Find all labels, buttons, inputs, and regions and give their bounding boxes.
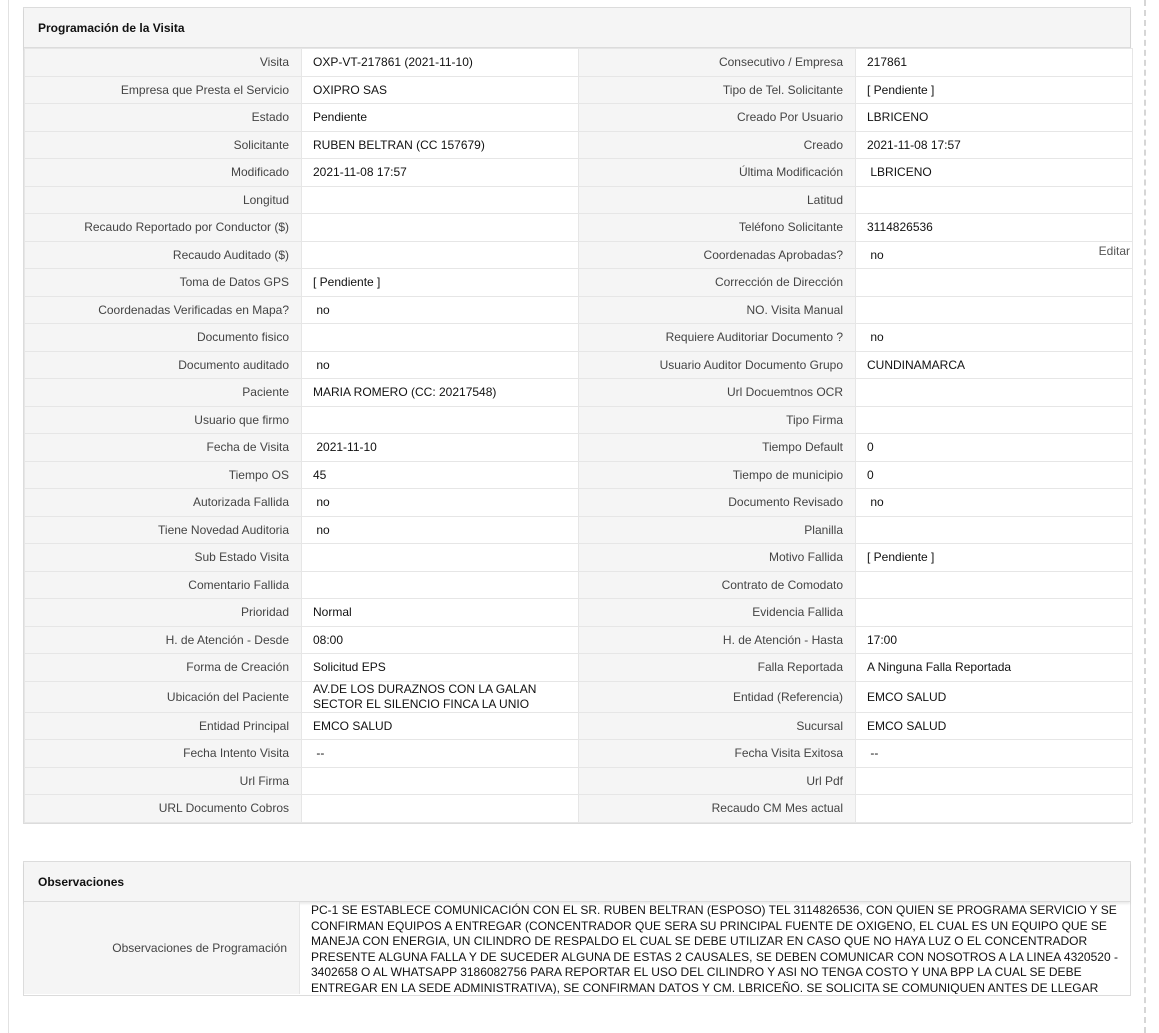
field-value-text: no	[313, 495, 330, 510]
field-label-text: H. de Atención - Hasta	[722, 632, 843, 647]
field-value	[302, 461, 579, 489]
field-label-text: Tiempo Default	[762, 440, 843, 455]
field-value-text: LBRICENO	[867, 165, 932, 180]
field-label-text: Recaudo CM Mes actual	[711, 801, 843, 816]
field-value	[302, 269, 579, 297]
field-label-text: Fecha Intento Visita	[183, 746, 289, 761]
field-value	[302, 434, 579, 462]
field-value-text: CUNDINAMARCA	[867, 357, 966, 372]
field-value	[856, 461, 1133, 489]
field-label	[25, 324, 302, 352]
field-value-text: 0	[867, 440, 874, 455]
field-value-text: [ Pendiente ]	[867, 550, 935, 565]
observaciones-row	[24, 902, 1130, 994]
field-value	[856, 434, 1133, 462]
field-label-text: Paciente	[242, 385, 289, 400]
field-label	[579, 516, 856, 544]
field-label-text: Fecha de Visita	[206, 440, 289, 455]
editar-link[interactable]: Editar	[1098, 244, 1130, 258]
field-value	[302, 351, 579, 379]
table-row	[25, 269, 1133, 297]
page-right-dashed-border	[1144, 0, 1146, 1033]
field-label-text: Coordenadas Aprobadas?	[703, 247, 843, 262]
field-value-text: [ Pendiente ]	[313, 275, 381, 290]
table-row	[25, 186, 1133, 214]
field-label	[579, 104, 856, 132]
field-label	[25, 186, 302, 214]
field-label-text: Motivo Fallida	[768, 550, 843, 565]
field-label-text: Url Pdf	[806, 773, 843, 788]
field-value-text: --	[313, 746, 325, 761]
field-value	[302, 159, 579, 187]
field-label-text: URL Documento Cobros	[158, 801, 289, 816]
field-value	[302, 324, 579, 352]
field-value	[856, 740, 1133, 768]
field-value-text: LBRICENO	[867, 110, 929, 125]
field-value	[856, 516, 1133, 544]
field-value	[302, 712, 579, 740]
field-value-text: Normal	[313, 605, 352, 620]
field-value	[856, 406, 1133, 434]
field-label	[579, 296, 856, 324]
field-label	[25, 434, 302, 462]
field-label	[25, 571, 302, 599]
field-label-text: Recaudo Reportado por Conductor ($)	[84, 220, 289, 235]
field-value-text: OXIPRO SAS	[313, 82, 388, 97]
field-label	[579, 131, 856, 159]
field-label-text: Estado	[251, 110, 289, 125]
field-label-text: Documento fisico	[196, 330, 289, 345]
field-value-text: 17:00	[867, 632, 898, 647]
field-label-text: Sucursal	[796, 718, 843, 733]
field-label-text: Recaudo Auditado ($)	[172, 247, 289, 262]
table-row	[25, 461, 1133, 489]
field-label	[25, 489, 302, 517]
field-label	[579, 434, 856, 462]
field-value	[302, 186, 579, 214]
field-label	[579, 489, 856, 517]
field-label-text: Creado	[803, 137, 843, 152]
field-label-text: H. de Atención - Desde	[165, 632, 289, 647]
field-label-text: Ubicación del Paciente	[166, 689, 289, 704]
panel-title: Observaciones	[24, 862, 1130, 902]
table-row	[25, 571, 1133, 599]
field-label-text: Usuario Auditor Documento Grupo	[659, 357, 843, 372]
field-label-text: Tipo de Tel. Solicitante	[722, 82, 843, 97]
table-row	[25, 324, 1133, 352]
field-label	[25, 516, 302, 544]
field-label-text: Tipo Firma	[786, 412, 843, 427]
field-value-text: 2021-11-10	[313, 440, 377, 455]
table-row	[25, 767, 1133, 795]
field-value	[302, 626, 579, 654]
field-value	[302, 681, 579, 712]
field-label	[25, 379, 302, 407]
table-row	[25, 434, 1133, 462]
table-row	[25, 544, 1133, 572]
table-row	[25, 654, 1133, 682]
field-label-text: Corrección de Dirección	[714, 275, 843, 290]
field-label	[25, 654, 302, 682]
field-label	[579, 324, 856, 352]
field-label	[579, 544, 856, 572]
field-value	[302, 489, 579, 517]
field-value-text: no	[867, 330, 884, 345]
field-label	[25, 767, 302, 795]
field-label-text: Tiene Novedad Auditoria	[158, 522, 289, 537]
field-label	[25, 406, 302, 434]
field-label	[25, 712, 302, 740]
field-value-text: no	[313, 302, 330, 317]
table-row	[25, 241, 1133, 269]
field-label	[25, 241, 302, 269]
field-label-text: Tiempo OS	[228, 467, 289, 482]
field-label	[579, 681, 856, 712]
field-label-text: Contrato de Comodato	[721, 577, 843, 592]
field-value-text: 08:00	[313, 632, 344, 647]
field-label-text: Documento Revisado	[728, 495, 843, 510]
field-value-text: no	[313, 522, 330, 537]
field-value-text: 2021-11-08 17:57	[867, 137, 961, 152]
field-value-text: 2021-11-08 17:57	[313, 165, 407, 180]
table-row	[25, 406, 1133, 434]
field-label	[25, 544, 302, 572]
field-label	[579, 49, 856, 77]
field-label	[579, 76, 856, 104]
field-label-text: Url Docuemtnos OCR	[726, 385, 843, 400]
field-label	[579, 351, 856, 379]
field-label-text: Falla Reportada	[757, 660, 843, 675]
field-value-text: no	[867, 495, 884, 510]
field-label	[579, 599, 856, 627]
field-label	[25, 76, 302, 104]
field-value	[856, 379, 1133, 407]
table-row	[25, 76, 1133, 104]
field-label	[25, 49, 302, 77]
field-value	[856, 159, 1133, 187]
field-value	[856, 296, 1133, 324]
field-value	[302, 406, 579, 434]
field-value	[856, 626, 1133, 654]
field-label-text: Tiempo de municipio	[732, 467, 843, 482]
field-label-text: Entidad Principal	[198, 718, 289, 733]
field-value-text: MARIA ROMERO (CC: 20217548)	[313, 385, 497, 400]
field-value	[302, 740, 579, 768]
table-row	[25, 516, 1133, 544]
field-value	[856, 76, 1133, 104]
field-value-text: 3114826536	[867, 220, 933, 235]
field-label-text: Latitud	[806, 192, 843, 207]
field-label-text: Creado Por Usuario	[736, 110, 843, 125]
table-row	[25, 599, 1133, 627]
field-value	[856, 681, 1133, 712]
field-label	[25, 740, 302, 768]
field-value	[302, 767, 579, 795]
field-label-text: Empresa que Presta el Servicio	[120, 82, 289, 97]
programacion-visita-panel	[23, 7, 1131, 824]
field-value	[856, 654, 1133, 682]
field-value-text: EMCO SALUD	[313, 718, 393, 733]
field-value	[856, 131, 1133, 159]
field-label-text: Documento auditado	[178, 357, 289, 372]
field-label-text: Comentario Fallida	[188, 577, 289, 592]
field-value	[302, 654, 579, 682]
field-value	[856, 104, 1133, 132]
field-value	[856, 795, 1133, 823]
field-label-text: Sub Estado Visita	[194, 550, 289, 565]
observaciones-panel	[23, 861, 1131, 996]
table-row	[25, 104, 1133, 132]
field-value	[302, 571, 579, 599]
field-label-text: Última Modificación	[738, 165, 843, 180]
field-label	[25, 269, 302, 297]
field-label-text: Toma de Datos GPS	[179, 275, 289, 290]
field-value-text: EMCO SALUD	[867, 718, 947, 733]
observaciones-text: PC-1 SE ESTABLECE COMUNICACIÓN CON EL SR. RUBEN BELTRAN (ESPOSO) TEL 3114826536, CON QUIEN SE PROGRAMA SERVICIO Y SE CONFIRMAN EQUIPOS A ENTREGAR (CONCENTRADOR QUE SERA SU PRINCIPAL FUENTE DE OXIGENO, EL CUAL ES UN EQUIPO QUE SE MANEJA CON ENERGIA, UN CILINDRO DE RESPALDO EL CUAL SE DEBE UTILIZAR EN CASO QUE NO HAYA LUZ O EL CONCENTRADOR PRESENTE ALGUNA FALLA Y DE SUCEDER ALGUNA DE ESTAS 2 CAUSALES, SE DEBEN COMUNICAR CON NOSOTROS A LA LINEA 4320520 - 3402658 O AL WHATSAPP 3186082756 PARA REPORTAR EL USO DEL CILINDRO Y ASI NO TENGA COSTO Y UNA BPP LA CUAL SE DEBE ENTREGAR EN LA SEDE ADMINISTRATIVA), SE CONFIRMAN DATOS Y CM. LBRICEÑO. SE SOLICITA SE COMUNIQUEN ANTES DE LLEGAR	[311, 903, 1118, 994]
field-value	[302, 544, 579, 572]
field-label-text: Forma de Creación	[186, 660, 289, 675]
field-label	[579, 654, 856, 682]
field-label	[25, 104, 302, 132]
field-label	[579, 214, 856, 242]
field-value	[302, 76, 579, 104]
field-value-text: [ Pendiente ]	[867, 82, 935, 97]
field-value	[302, 599, 579, 627]
field-value	[856, 351, 1133, 379]
field-label-text: Url Firma	[239, 773, 289, 788]
table-row	[25, 626, 1133, 654]
table-row	[25, 296, 1133, 324]
field-value	[302, 131, 579, 159]
field-value-text: no	[867, 247, 884, 262]
field-value	[856, 767, 1133, 795]
field-value-text: --	[867, 746, 879, 761]
field-label	[25, 681, 302, 712]
field-label	[25, 296, 302, 324]
field-label-text: Evidencia Fallida	[752, 605, 843, 620]
table-row	[25, 681, 1133, 712]
field-label	[25, 461, 302, 489]
field-value	[856, 269, 1133, 297]
panel-title: Programación de la Visita	[24, 8, 1130, 48]
field-label	[25, 214, 302, 242]
field-label-text: Prioridad	[240, 605, 289, 620]
field-value	[856, 544, 1133, 572]
field-label-text: Teléfono Solicitante	[738, 220, 843, 235]
field-value-text: RUBEN BELTRAN (CC 157679)	[313, 137, 485, 152]
field-label	[579, 767, 856, 795]
field-label-text: Fecha Visita Exitosa	[734, 746, 843, 761]
field-label-text: Visita	[259, 55, 289, 70]
field-value-text: EMCO SALUD	[867, 689, 947, 704]
field-value-text: AV.DE LOS DURAZNOS CON LA GALAN SECTOR EL SILENCIO FINCA LA UNIO	[313, 681, 540, 711]
field-value-text: 0	[867, 467, 874, 482]
field-label-text: Consecutivo / Empresa	[718, 55, 843, 70]
field-value	[856, 49, 1133, 77]
field-label-text: Modificado	[230, 165, 289, 180]
field-value-text: Solicitud EPS	[313, 660, 386, 675]
field-label-text: Longitud	[242, 192, 289, 207]
table-row	[25, 131, 1133, 159]
field-value	[856, 214, 1133, 242]
field-label	[25, 599, 302, 627]
table-row	[25, 159, 1133, 187]
field-value-text: no	[313, 357, 330, 372]
field-label-text: Solicitante	[233, 137, 289, 152]
field-label	[579, 159, 856, 187]
field-label	[579, 626, 856, 654]
field-value	[302, 795, 579, 823]
field-label-text: Coordenadas Verificadas en Mapa?	[98, 302, 289, 317]
field-label-text: NO. Visita Manual	[746, 302, 843, 317]
field-value-text: A Ninguna Falla Reportada	[867, 660, 1012, 675]
field-value	[856, 324, 1133, 352]
table-row	[25, 712, 1133, 740]
field-value-text: Pendiente	[313, 110, 368, 125]
field-value	[302, 379, 579, 407]
field-label	[579, 712, 856, 740]
table-row	[25, 740, 1133, 768]
field-label	[579, 461, 856, 489]
field-label	[579, 269, 856, 297]
field-label	[579, 795, 856, 823]
field-value-text: 45	[313, 467, 327, 482]
field-label	[579, 740, 856, 768]
field-label-text: Autorizada Fallida	[192, 495, 289, 510]
field-label-text: Planilla	[804, 522, 843, 537]
field-value	[302, 49, 579, 77]
field-label	[579, 241, 856, 269]
table-row	[25, 795, 1133, 823]
table-row	[25, 49, 1133, 77]
field-label	[579, 571, 856, 599]
visit-details-table	[24, 48, 1133, 823]
field-value	[302, 214, 579, 242]
observaciones-label: Observaciones de Programación	[24, 902, 300, 994]
field-label-text: Usuario que firmo	[194, 412, 289, 427]
field-label	[25, 626, 302, 654]
field-value	[856, 571, 1133, 599]
field-label	[25, 795, 302, 823]
table-row	[25, 379, 1133, 407]
table-row	[25, 351, 1133, 379]
table-row	[25, 214, 1133, 242]
field-label	[25, 131, 302, 159]
field-value	[302, 516, 579, 544]
field-label-text: Requiere Auditoriar Documento ?	[665, 330, 843, 345]
field-value	[302, 296, 579, 324]
field-value	[856, 712, 1133, 740]
field-value	[302, 241, 579, 269]
field-label	[579, 406, 856, 434]
field-label	[25, 351, 302, 379]
field-value	[856, 599, 1133, 627]
field-value-text: 217861	[867, 55, 908, 70]
page-left-border	[8, 0, 9, 1033]
field-label	[25, 159, 302, 187]
field-value	[856, 489, 1133, 517]
field-label	[579, 186, 856, 214]
field-label	[579, 379, 856, 407]
field-value	[856, 241, 1133, 269]
field-value-text: OXP-VT-217861 (2021-11-10)	[313, 55, 473, 70]
field-value	[302, 104, 579, 132]
field-value	[856, 186, 1133, 214]
table-row	[25, 489, 1133, 517]
field-label-text: Entidad (Referencia)	[732, 689, 843, 704]
